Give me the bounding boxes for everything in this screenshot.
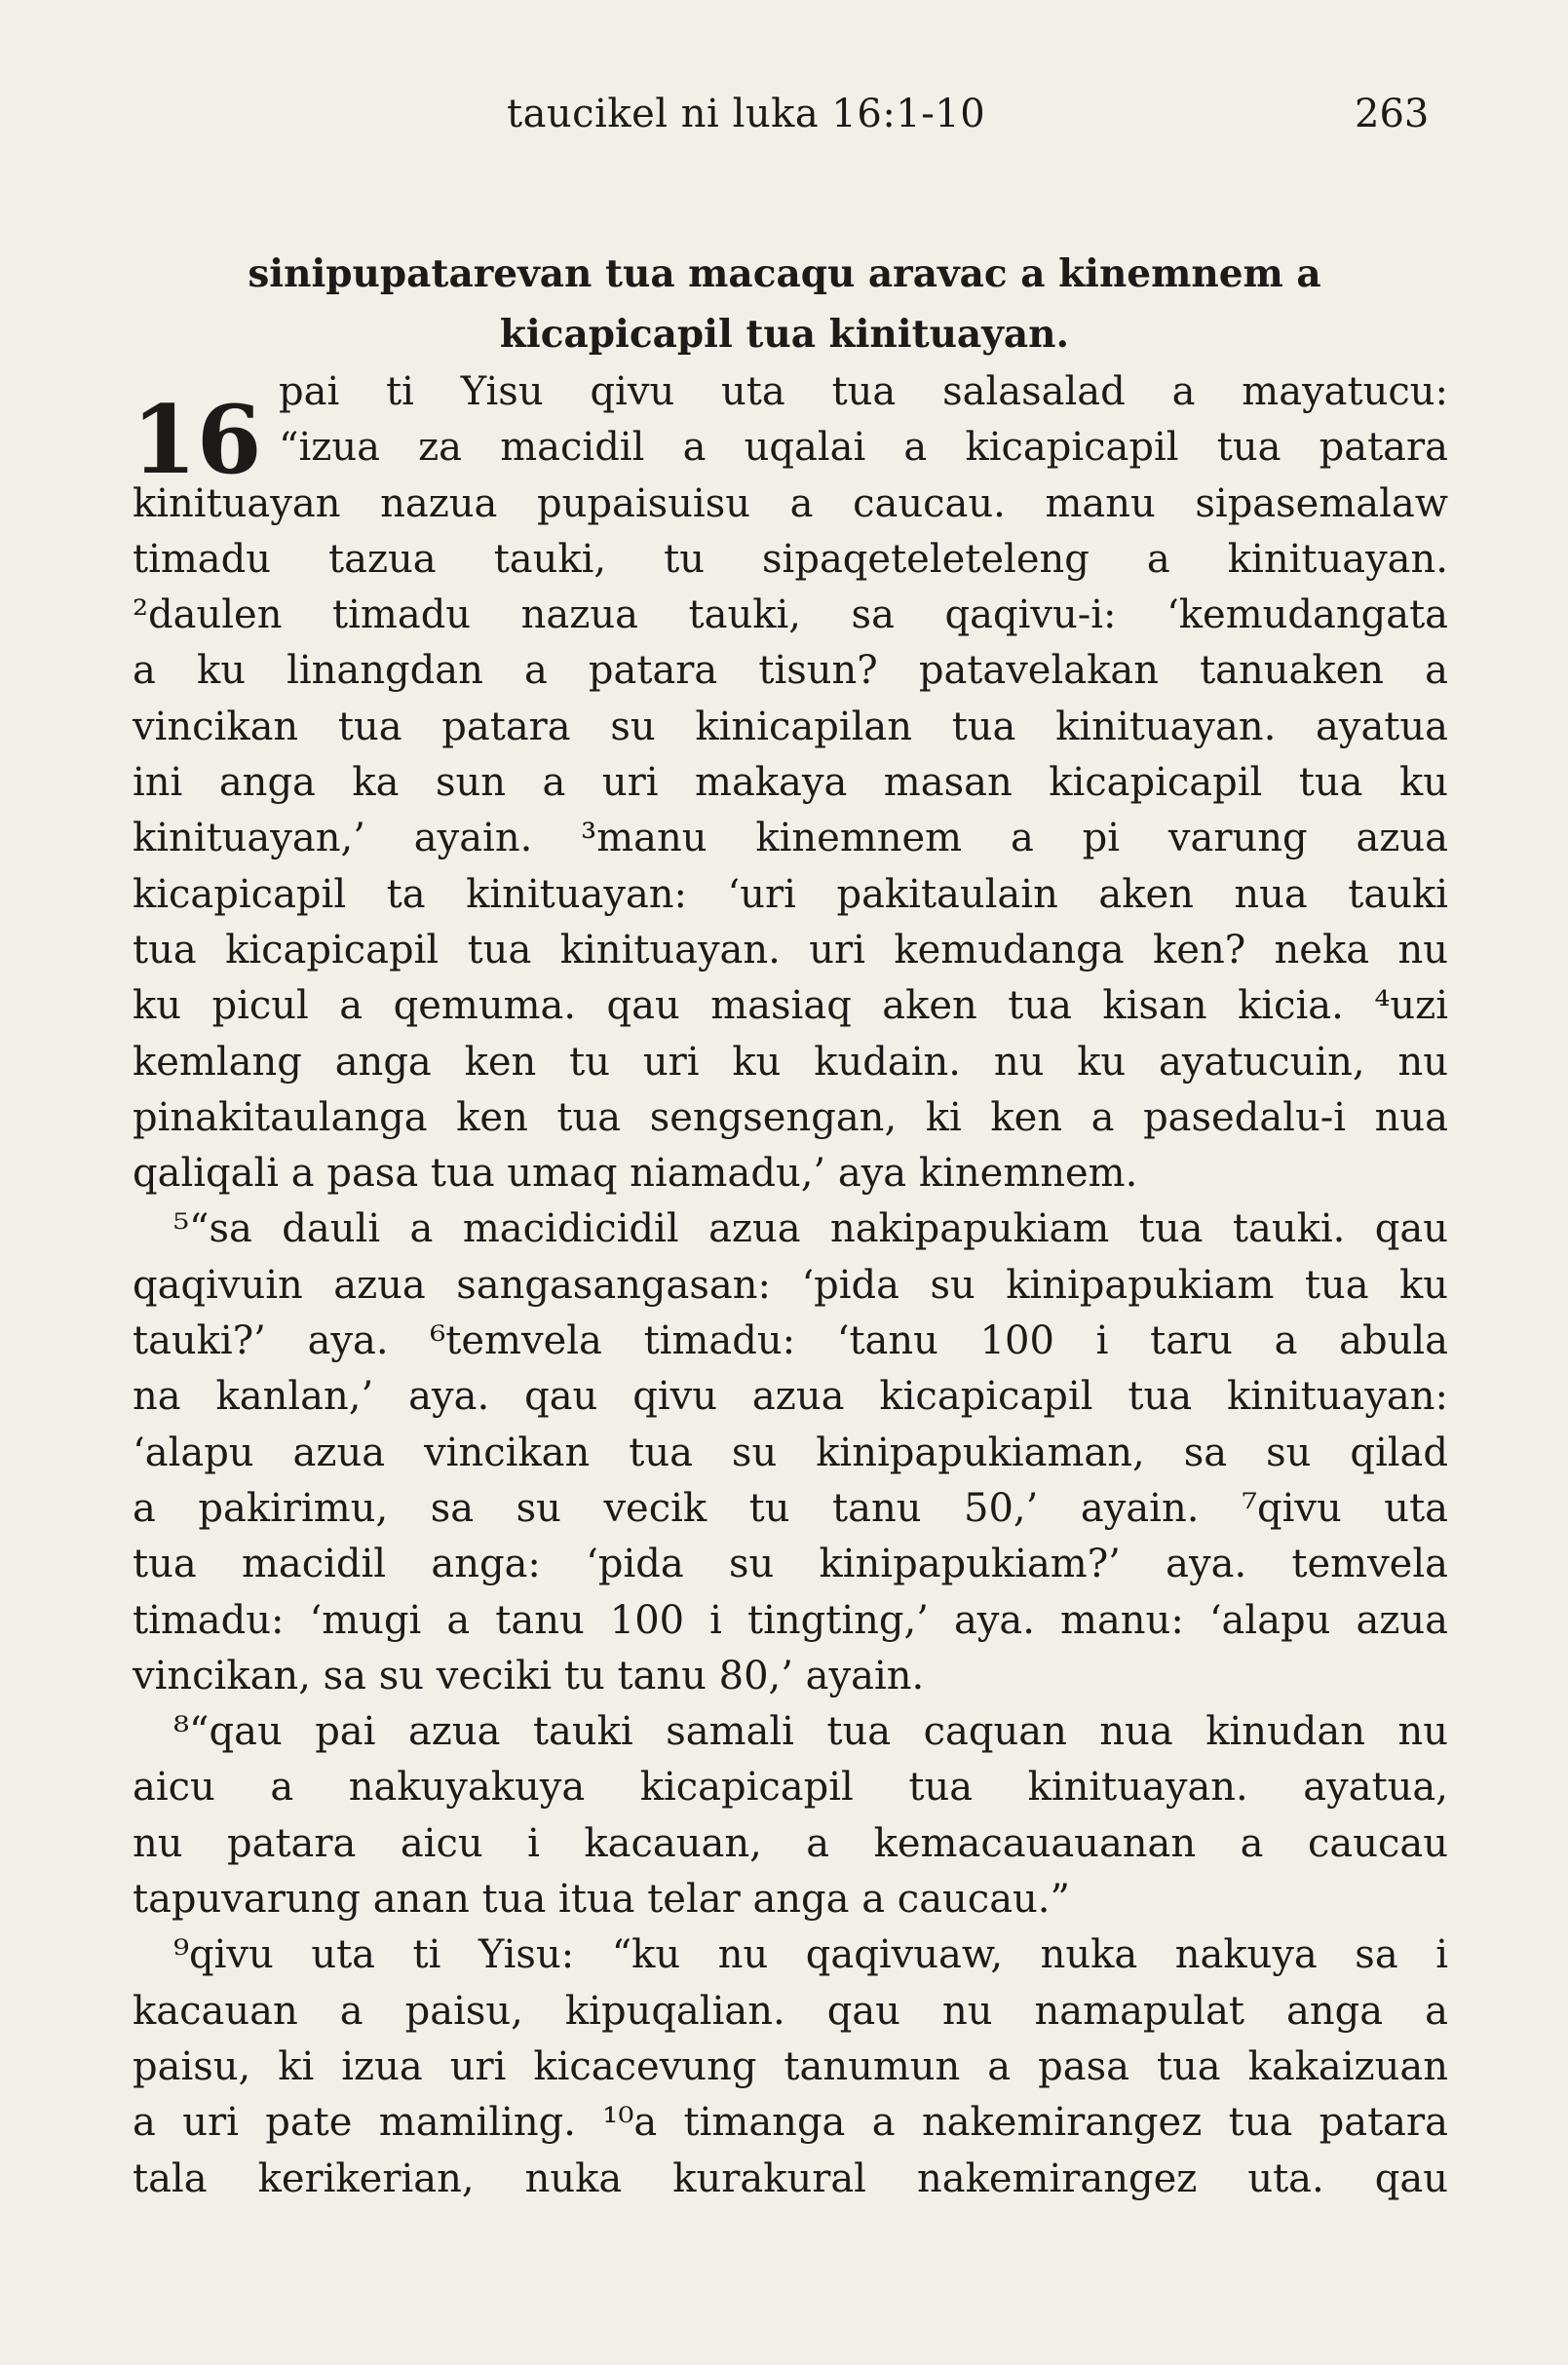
text-line: “izua za macidil a uqalai a kicapicapil tua patara — [279, 425, 1448, 471]
body-text — [133, 364, 1448, 2207]
text-line: timadu tazua tauki, tu sipaqeteleteleng a kinituayan. — [133, 536, 1448, 582]
text-line: ⁵“sa dauli a macidicidil azua nakipapukiam tua tauki. qau — [173, 1206, 1448, 1252]
text-line: kemlang anga ken tu uri ku kudain. nu ku ayatucuin, nu — [133, 1039, 1448, 1085]
text-line: ⁹qivu uta ti Yisu: “ku nu qaqivuaw, nuka nakuya sa i — [173, 1932, 1448, 1978]
text-line: pai ti Yisu qivu uta tua salasalad a mayatucu: — [279, 369, 1448, 414]
text-line: nu patara aicu i kacauan, a kemacauauanan a caucau — [133, 1820, 1448, 1866]
text-line: ‘alapu azua vincikan tua su kinipapukiaman, sa su qilad — [133, 1430, 1448, 1475]
text-line: aicu a nakuyakuya kicapicapil tua kinituayan. ayatua, — [133, 1765, 1448, 1811]
text-line: timadu: ‘mugi a tanu 100 i tingting,’ aya. manu: ‘alapu azua — [133, 1597, 1448, 1643]
text-line: tala kerikerian, nuka kurakural nakemirangez uta. qau — [133, 2155, 1448, 2201]
text-line: na kanlan,’ aya. qau qivu azua kicapicapil tua kinituayan: — [133, 1374, 1448, 1420]
text-line: ku picul a qemuma. qau masiaq aken tua kisan kicia. ⁴uzi — [133, 983, 1448, 1029]
running-header — [0, 92, 1568, 150]
section-heading — [146, 244, 1423, 364]
text-line: tauki?’ aya. ⁶temvela timadu: ‘tanu 100 i taru a abula — [133, 1318, 1448, 1364]
text-line: paisu, ki izua uri kicacevung tanumun a pasa tua kakaizuan — [133, 2043, 1448, 2089]
text-line: tua kicapicapil tua kinituayan. uri kemudanga ken? neka nu — [133, 927, 1448, 973]
text-line: qaqivuin azua sangasangasan: ‘pida su kinipapukiam tua ku — [133, 1262, 1448, 1308]
text-line: kicapicapil ta kinituayan: ‘uri pakitaulain aken nua tauki — [133, 871, 1448, 917]
text-line: kinituayan,’ ayain. ³manu kinemnem a pi varung azua — [133, 816, 1448, 861]
text-line: qaliqali a pasa tua umaq niamadu,’ aya kinemnem. — [133, 1151, 1138, 1197]
page-number: 263 — [1355, 92, 1430, 136]
text-line: ²daulen timadu nazua tauki, sa qaqivu-i: ‘kemudangata — [133, 592, 1448, 638]
text-line: vincikan tua patara su kinicapilan tua kinituayan. ayatua — [133, 704, 1448, 749]
text-line: tua macidil anga: ‘pida su kinipapukiam?’ aya. temvela — [133, 1542, 1448, 1587]
section-heading-line-1: sinipupatarevan tua macaqu aravac a kinemnem a — [248, 251, 1321, 296]
section-heading-line-2: kicapicapil tua kinituayan. — [499, 312, 1070, 357]
text-line: pinakitaulanga ken tua sengsengan, ki ken a pasedalu-i nua — [133, 1094, 1448, 1140]
text-line: ini anga ka sun a uri makaya masan kicapicapil tua ku — [133, 760, 1448, 806]
text-line: a ku linangdan a patara tisun? patavelakan tanuaken a — [133, 648, 1448, 694]
text-line: a pakirimu, sa su vecik tu tanu 50,’ ayain. ⁷qivu uta — [133, 1485, 1448, 1531]
text-line: kacauan a paisu, kipuqalian. qau nu namapulat anga a — [133, 1988, 1448, 2034]
text-line: a uri pate mamiling. ¹⁰a timanga a nakemirangez tua patara — [133, 2100, 1448, 2146]
text-line: ⁸“qau pai azua tauki samali tua caquan nua kinudan nu — [173, 1709, 1448, 1755]
running-title: taucikel ni luka 16:1-10 — [507, 92, 986, 136]
text-line: tapuvarung anan tua itua telar anga a caucau.” — [133, 1877, 1070, 1923]
text-line: vincikan, sa su veciki tu tanu 80,’ ayain. — [133, 1653, 925, 1698]
chapter-number: 16 — [132, 385, 262, 495]
text-line: kinituayan nazua pupaisuisu a caucau. manu sipasemalaw — [133, 480, 1448, 526]
